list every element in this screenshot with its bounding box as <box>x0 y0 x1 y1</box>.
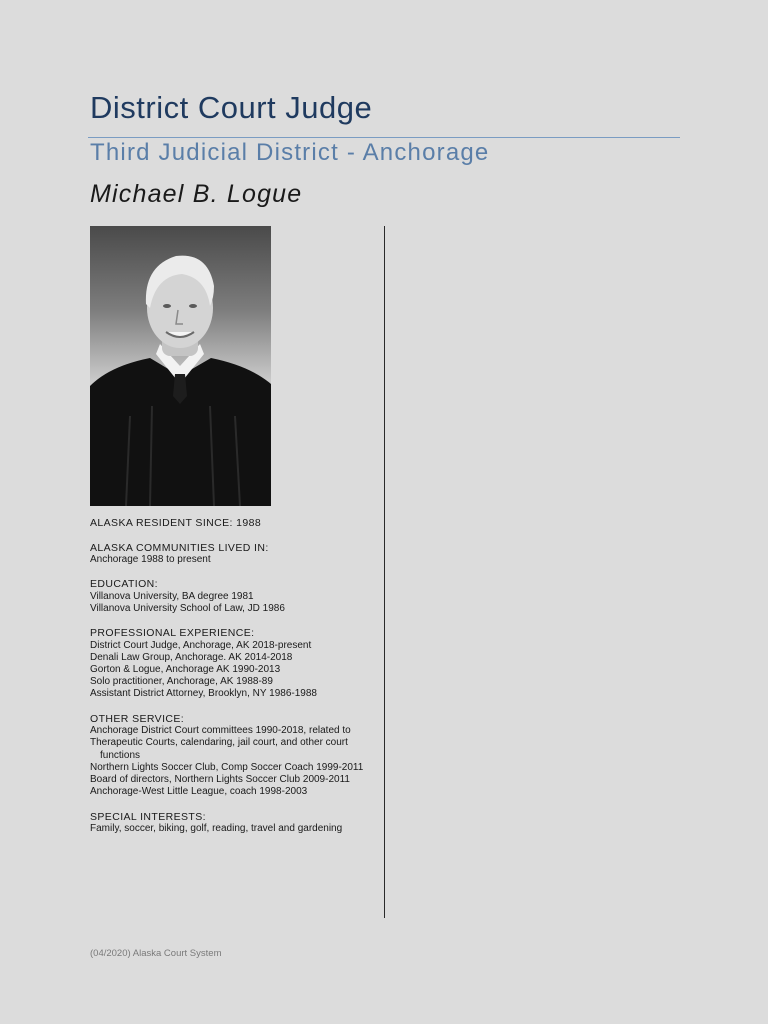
experience-section <box>90 627 380 700</box>
service-line: Therapeutic Courts, calendaring, jail court, and other court <box>90 737 348 749</box>
experience-line: Solo practitioner, Anchorage, AK 1988-89 <box>90 676 273 688</box>
experience-line: District Court Judge, Anchorage, AK 2018-present <box>90 639 312 651</box>
education-line: Villanova University School of Law, JD 1986 <box>90 602 285 614</box>
communities-line: Anchorage 1988 to present <box>90 553 211 565</box>
service-line: Anchorage-West Little League, coach 1998-2003 <box>90 786 308 798</box>
biography <box>90 517 380 848</box>
interests-line: Family, soccer, biking, golf, reading, travel and gardening <box>90 823 343 835</box>
service-line: Board of directors, Northern Lights Soccer Club 2009-2011 <box>90 774 350 786</box>
experience-line: Denali Law Group, Anchorage. AK 2014-2018 <box>90 651 293 663</box>
education-section <box>90 578 380 615</box>
service-heading: OTHER SERVICE: <box>90 713 185 725</box>
service-section <box>90 713 380 798</box>
footer-note: (04/2020) Alaska Court System <box>90 948 222 959</box>
judge-photo <box>90 226 271 506</box>
page-title: District Court Judge <box>90 90 373 125</box>
resident-heading: ALASKA RESIDENT SINCE: 1988 <box>90 517 262 529</box>
column-divider <box>384 226 385 918</box>
interests-section <box>90 811 380 835</box>
judge-name: Michael B. Logue <box>90 180 303 208</box>
resident-section <box>90 517 380 529</box>
communities-section <box>90 542 380 566</box>
service-line: Anchorage District Court committees 1990-2018, related to <box>90 725 351 737</box>
experience-line: Gorton & Logue, Anchorage AK 1990-2013 <box>90 664 281 675</box>
interests-heading: SPECIAL INTERESTS: <box>90 810 206 823</box>
portrait-image <box>90 226 271 506</box>
page-subtitle: Third Judicial District - Anchorage <box>90 139 490 166</box>
experience-heading: PROFESSIONAL EXPERIENCE: <box>90 627 255 640</box>
communities-heading: ALASKA COMMUNITIES LIVED IN: <box>90 541 269 554</box>
title-divider <box>88 137 680 138</box>
education-heading: EDUCATION: <box>90 578 158 591</box>
service-line: Northern Lights Soccer Club, Comp Soccer Coach 1999-2011 <box>90 761 364 773</box>
service-line: functions <box>100 749 141 761</box>
education-line: Villanova University, BA degree 1981 <box>90 590 254 602</box>
experience-line: Assistant District Attorney, Brooklyn, NY 1986-1988 <box>90 688 317 700</box>
